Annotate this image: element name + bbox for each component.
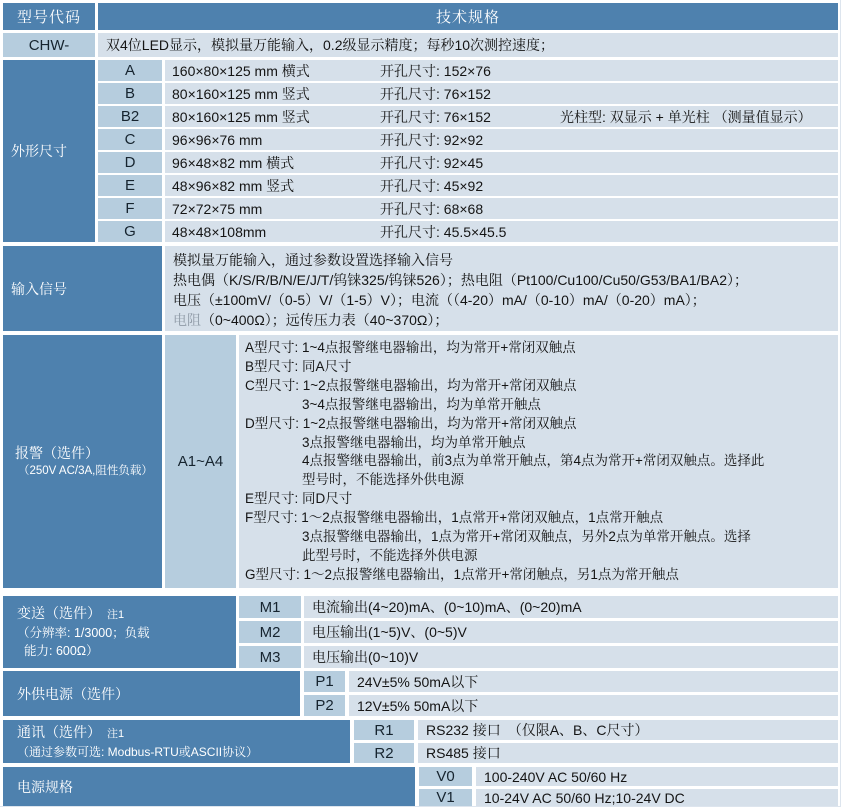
alarm-line: 3点报警继电器输出，1点为常开+常闭双触点，另外2点为单常开触点。选择 [302, 529, 751, 545]
transmit-note: 注1 [107, 609, 125, 621]
dim-code-F: F [98, 198, 162, 219]
dim-size: 48×96×82 mm 竖式 [172, 177, 295, 194]
dim-row-B2 [165, 106, 838, 127]
input-signal-line: 热电偶（K/S/R/B/N/E/J/T/钨铼325/钨铼526）；热电阻（Pt100/Cu100/Cu50/G53/BA1/BA2）； [173, 272, 748, 288]
input-signal-line [173, 310, 838, 330]
model-code-cell: CHW- [3, 33, 95, 57]
comm-label-cell [3, 720, 350, 763]
alarm-line: B型尺寸: 同A尺寸 [245, 358, 352, 374]
dim-cutout: 开孔尺寸: 152×76 [380, 62, 491, 79]
header-model-code: 型号代码 [3, 3, 95, 30]
dim-cutout: 开孔尺寸: 45×92 [380, 177, 484, 194]
dim-row-G [165, 221, 838, 242]
comm-label-line [17, 723, 124, 743]
input-signal-line: 模拟量万能输入，通过参数设置选择输入信号 [173, 252, 453, 268]
dim-size: 80×160×125 mm 竖式 [172, 108, 310, 125]
transmit-row-M3: 电压输出(0~10)V [304, 646, 838, 668]
alarm-line: F型尺寸: 1～2点报警继电器输出，1点常开+常闭双触点，1点常开触点 [245, 510, 664, 526]
comm-label: 通讯（选件） [17, 723, 101, 740]
dim-cutout: 开孔尺寸: 45.5×45.5 [380, 223, 507, 240]
comm-row-R1: RS232 接口 （仅限A、B、C尺寸） [418, 720, 838, 740]
alarm-line: 型号时，不能选择外供电源 [302, 472, 464, 488]
ext-power-row-P2: 12V±5% 50mA以下 [349, 695, 838, 716]
alarm-line: A型尺寸: 1~4点报警继电器输出，均为常开+常闭双触点 [245, 340, 576, 355]
alarm-line: G型尺寸: 1～2点报警继电器输出，1点常开+常闭触点，另1点为常开触点 [245, 566, 679, 582]
dim-code-G: G [98, 221, 162, 242]
dim-code-A: A [98, 60, 162, 81]
dimensions-label: 外形尺寸 [3, 60, 95, 242]
alarm-label-cell [3, 335, 162, 588]
dim-cutout: 开孔尺寸: 68×68 [380, 200, 484, 217]
dim-size: 48×48×108mm [172, 223, 267, 240]
model-description: 双4位LED显示，模拟量万能输入，0.2级显示精度；每秒10次测控速度； [98, 33, 838, 57]
ext-power-label: 外供电源（选件） [3, 671, 300, 716]
input-signal-label: 输入信号 [3, 246, 162, 331]
alarm-code-cell: A1~A4 [165, 335, 236, 588]
alarm-line: 3点报警继电器输出，均为单常开触点 [302, 434, 526, 450]
resistance-word: 电阻 [173, 312, 201, 328]
alarm-line: 4点报警继电器输出，前3点为单常开触点，第4点为常开+常闭双触点。选择此 [302, 453, 765, 469]
dim-row-F [165, 198, 838, 219]
dim-size: 72×72×75 mm [172, 200, 263, 217]
alarm-label: 报警（选件） [15, 444, 99, 461]
input-signal-line: 电压（±100mV/（0-5）V/（1-5）V）；电流（（4-20）mA/（0-10）mA/（0-20）mA）； [173, 292, 706, 308]
transmit-row-M2: 电压输出(1~5)V、(0~5)V [304, 621, 838, 643]
alarm-line: C型尺寸: 1~2点报警继电器输出，均为常开+常闭双触点 [245, 377, 577, 393]
power-code-V1: V1 [419, 789, 472, 806]
alarm-line: D型尺寸: 1~2点报警继电器输出，均为常开+常闭双触点 [245, 415, 577, 431]
transmit-code-M2: M2 [239, 621, 301, 643]
dim-size: 80×160×125 mm 竖式 [172, 85, 310, 102]
comm-note: 注1 [107, 727, 125, 740]
alarm-content [239, 335, 838, 588]
input-signal-content [165, 246, 838, 331]
power-code-V0: V0 [419, 767, 472, 786]
dim-cutout: 开孔尺寸: 92×92 [380, 131, 484, 148]
alarm-line: 此型号时，不能选择外供电源 [302, 547, 478, 563]
transmit-code-M1: M1 [239, 596, 301, 618]
header-spec: 技术规格 [98, 3, 838, 30]
alarm-line: 3~4点报警继电器输出，均为单常开触点 [302, 396, 541, 412]
dim-extra-lightbar: 光柱型: 双显示 + 单光柱 （测量值显示） [560, 108, 812, 125]
alarm-sublabel: （250V AC/3A,阻性负载） [18, 464, 153, 477]
transmit-label-cell [3, 596, 236, 668]
transmit-label: 变送（选件） [17, 605, 101, 621]
comm-row-R2: RS485 接口 [418, 743, 838, 763]
comm-code-R2: R2 [354, 743, 414, 763]
dim-code-C: C [98, 129, 162, 150]
dim-cutout: 开孔尺寸: 76×152 [380, 108, 491, 125]
power-row-V1: 10-24V AC 50/60 Hz;10-24V DC [476, 789, 838, 806]
power-label: 电源规格 [3, 767, 415, 806]
dim-cutout: 开孔尺寸: 76×152 [380, 85, 491, 102]
power-row-V0: 100-240V AC 50/60 Hz [476, 767, 838, 786]
dim-cutout: 开孔尺寸: 92×45 [380, 154, 484, 171]
transmit-sublabel-2: 能力: 600Ω） [24, 644, 99, 658]
dim-row-B [165, 83, 838, 104]
dim-code-B: B [98, 83, 162, 104]
ext-power-code-P2: P2 [304, 695, 345, 716]
dim-size: 96×48×82 mm 横式 [172, 154, 295, 171]
dim-size: 160×80×125 mm 横式 [172, 62, 310, 79]
dim-row-D [165, 152, 838, 173]
alarm-line: E型尺寸: 同D尺寸 [245, 491, 353, 507]
ext-power-code-P1: P1 [304, 671, 345, 692]
dim-code-E: E [98, 175, 162, 196]
comm-code-R1: R1 [354, 720, 414, 740]
dim-row-C [165, 129, 838, 150]
dim-row-E [165, 175, 838, 196]
transmit-sublabel-1: （分辨率: 1/3000；负载 [17, 626, 150, 640]
input-signal-line-rest: （0~400Ω）；远传压力表（40~370Ω）； [201, 312, 449, 328]
transmit-row-M1: 电流输出(4~20)mA、(0~10)mA、(0~20)mA [304, 596, 838, 618]
dim-row-A [165, 60, 838, 81]
transmit-code-M3: M3 [239, 646, 301, 668]
dim-code-D: D [98, 152, 162, 173]
dim-code-B2: B2 [98, 106, 162, 127]
transmit-label-line [17, 604, 124, 624]
ext-power-row-P1: 24V±5% 50mA以下 [349, 671, 838, 692]
comm-sublabel: （通过参数可选: Modbus-RTU或ASCII协议） [17, 744, 259, 759]
dim-size: 96×96×76 mm [172, 131, 263, 148]
